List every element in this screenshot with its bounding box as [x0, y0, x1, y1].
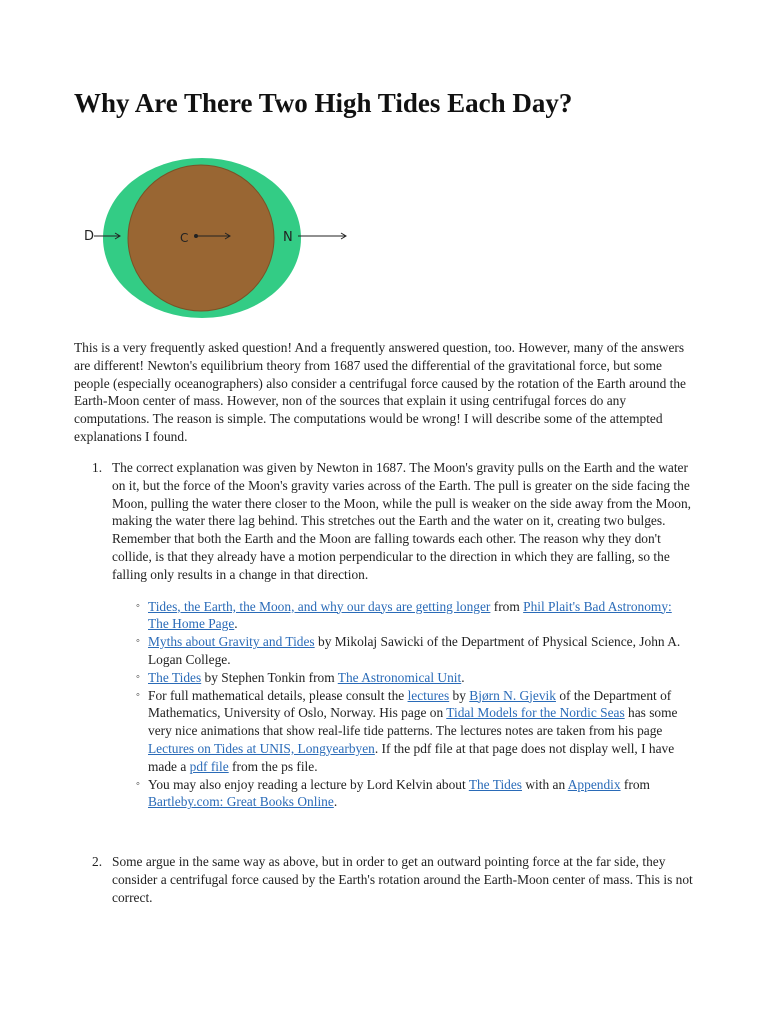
list-number: 2. — [92, 854, 103, 870]
link-the-tides-tonkin[interactable]: The Tides — [148, 669, 202, 685]
link-bjorn-gjevik[interactable]: Bjørn N. Gjevik — [469, 687, 556, 703]
text-fragment: For full mathematical details, please consult the — [148, 687, 408, 703]
bullet-icon: ◦ — [136, 635, 140, 648]
link-pdf-file[interactable]: pdf file — [189, 758, 229, 774]
list-item-text: Some argue in the same way as above, but in order to get an outward pointing force at the far side, they consider a centrifugal force caused by the Earth's rotation around the Earth-Moon center of mass. This is not correct. — [112, 854, 693, 905]
bullet-icon: ◦ — [136, 599, 140, 612]
text-fragment: You may also enjoy reading a lecture by Lord Kelvin about — [148, 776, 469, 792]
text-fragment: by Stephen Tonkin from — [201, 669, 338, 685]
text-fragment: from — [490, 598, 524, 614]
references-list — [112, 598, 694, 812]
bullet-icon: ◦ — [136, 688, 140, 701]
bullet-icon: ◦ — [136, 777, 140, 790]
text-fragment: . — [333, 794, 338, 810]
page-title: Why Are There Two High Tides Each Day? — [74, 88, 573, 118]
tides-diagram — [80, 158, 360, 320]
text-fragment: has some very nice animations that show real-life tide patterns. The lectures notes are taken from his page — [148, 705, 678, 739]
text-fragment: by Mikolaj Sawicki of the Department of Physical Science, John A. Logan College. — [148, 634, 681, 667]
text-fragment: . — [234, 616, 238, 632]
text-fragment: . If the pdf file at that page does not display well, I have made a — [148, 740, 675, 774]
bullet-icon: ◦ — [136, 670, 140, 683]
earth-circle — [128, 165, 274, 311]
link-tidal-models[interactable]: Tidal Models for the Nordic Seas — [446, 705, 625, 721]
reference-item — [136, 776, 694, 812]
text-fragment: from the ps file. — [228, 758, 318, 774]
list-item-1 — [74, 459, 694, 811]
reference-item — [136, 687, 694, 776]
link-bad-astronomy[interactable]: Phil Plait's Bad Astronomy: The Home Page — [148, 598, 672, 632]
text-fragment: with an — [522, 776, 568, 792]
text-fragment: by — [449, 687, 470, 703]
reference-item — [136, 633, 694, 669]
reference-item — [136, 669, 694, 687]
explanations-list — [74, 459, 694, 907]
text-fragment: . — [461, 669, 465, 685]
reference-item — [136, 598, 694, 634]
label-d: D — [84, 229, 95, 244]
link-lectures[interactable]: lectures — [407, 687, 450, 703]
label-n: N — [283, 230, 293, 245]
list-item-2 — [74, 853, 694, 906]
list-number: 1. — [92, 460, 103, 475]
link-bartleby[interactable]: Bartleby.com: Great Books Online — [148, 794, 334, 810]
list-item-text: The correct explanation was given by Newton in 1687. The Moon's gravity pulls on the Earth and the water on it, but the force of the Moon's gravity varies across of the Earth. The pull is greater on the side facing the Moon, pulling the water there closer to the Moon, while the pull is weaker on the side away from the Moon, making the water there lag behind. This stretches out the Earth and the water on it, creating two bulges. Remember that both the Earth and the Moon are falling towards each other. The reason why they don't collide, is that they already have a motion perpendicular to the direction in which they are falling, so the falling only results in a change in that direction. — [112, 460, 692, 582]
link-myths-gravity-tides[interactable]: Myths about Gravity and Tides — [148, 634, 315, 650]
intro-paragraph: This is a very frequently asked question! And a frequently answered question, too. However, many of the answers are different! Newton's equilibrium theory from 1687 used the differential of the gravitational force, but some people (especially oceanographers) also consider a centrifugal force caused by the rotation of the Earth around the Earth-Moon center of mass. However, non of the sources that explain it using centrifugal forces do any computations. The reason is simple. The computations would be wrong! I will describe some of the attempted explanations I found. — [74, 340, 686, 444]
link-the-tides-kelvin[interactable]: The Tides — [468, 776, 523, 792]
label-c: C — [180, 231, 189, 245]
link-appendix[interactable]: Appendix — [567, 776, 621, 792]
link-tides-days-longer[interactable]: Tides, the Earth, the Moon, and why our days are getting longer — [148, 598, 491, 614]
text-fragment: from — [620, 776, 650, 792]
text-fragment: of the Department of Mathematics, University of Oslo, Norway. His page on — [148, 687, 672, 721]
tides-figure — [80, 158, 360, 320]
link-lectures-unis[interactable]: Lectures on Tides at UNIS, Longyearbyen — [148, 740, 375, 756]
link-astronomical-unit[interactable]: The Astronomical Unit — [337, 669, 462, 685]
